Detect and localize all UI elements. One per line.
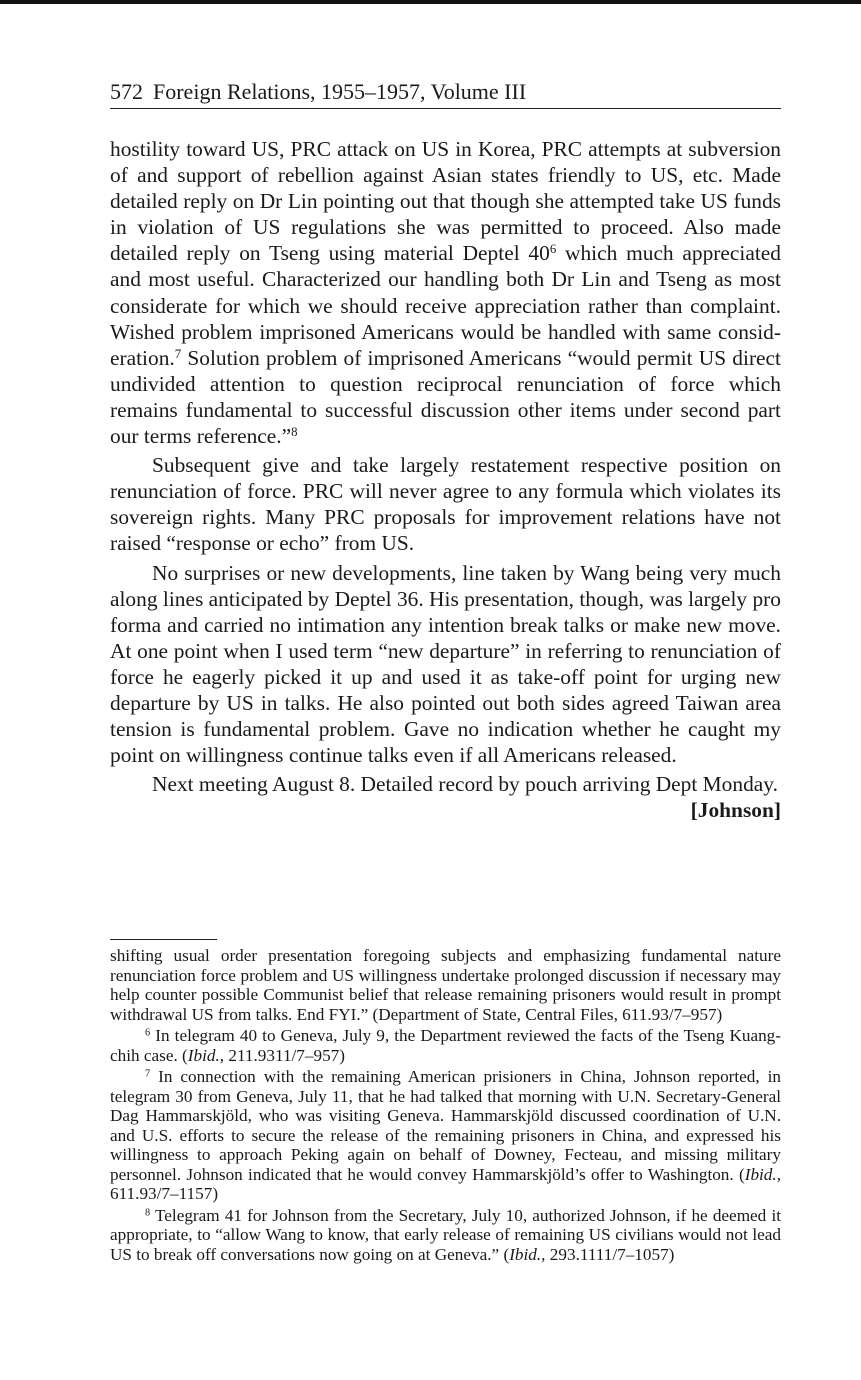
- running-head: [110, 78, 781, 109]
- footnote-8-number: 8: [145, 1206, 151, 1218]
- volume-title: Foreign Relations, 1955–1957, Volume III: [153, 79, 527, 104]
- paragraph-4: Next meeting August 8. Detailed record by pouch arriving Dept Monday.: [152, 772, 778, 797]
- footnote-8-text-a: Telegram 41 for Johnson from the Secretary, July 10, authorized Johnson, if he deemed it appropriate, to “allow Wang to know, that early release of remaining US civilians would not lead US to break off conversations now going on at Geneva.” (: [110, 1205, 781, 1264]
- paragraph-2: Subsequent give and take largely restatement respective position on renunciation of force. PRC will never agree to any formula which violates its sovereign rights. Many PRC proposals for improvement relations have not raised “response or echo” from US.: [110, 453, 781, 556]
- footnotes: [110, 946, 781, 1264]
- footnote-6-text-a: In telegram 40 to Geneva, July 9, the Department reviewed the facts of the Tseng Kuang-chih case. (: [110, 1026, 781, 1065]
- paragraph-1-part-a: hostility toward US, PRC attack on US in Korea, PRC attempts at subversion of and support of rebellion against Asian states friendly to US, etc. Made detailed reply on Dr Lin pointing out that though she attempted take US funds in violation of US regulations she was permitted to proceed. Also made detailed reply on Tseng using material Deptel 40: [110, 137, 781, 266]
- footnote-6-ibid: Ibid.,: [187, 1045, 225, 1065]
- paragraph-3: No surprises or new developments, line taken by Wang being very much along lines anticipated by Deptel 36. His presentation, though, was largely pro forma and carried no intimation any intention break talks or make new move. At one point when I used term “new departure” in referring to renunciation of force he eagerly picked it up and used it as take-off point for urging new departure by US in talks. He also pointed out both sides agreed Taiwan area tension is fundamental problem. Gave no indication whether he caught my point on willingness continue talks even if all Americans released.: [110, 560, 781, 768]
- footnote-6-text-b: 211.9311/7–957): [224, 1045, 346, 1065]
- paragraph-1: [110, 136, 781, 449]
- footnote-7-ibid: Ibid.,: [744, 1164, 781, 1184]
- main-text: [110, 136, 781, 823]
- footnote-7-number: 7: [145, 1068, 151, 1080]
- footnote-ref-6[interactable]: 6: [549, 242, 557, 257]
- footnote-8: [110, 1206, 781, 1265]
- footnote-6: [110, 1026, 781, 1065]
- signature: [Johnson]: [690, 798, 781, 823]
- page-top-edge: [0, 0, 861, 4]
- footnote-ref-8[interactable]: 8: [291, 424, 298, 439]
- footnote-8-ibid: Ibid.,: [509, 1244, 546, 1264]
- footnote-ref-7[interactable]: 7: [174, 346, 182, 361]
- footnote-6-number: 6: [145, 1027, 151, 1039]
- footnote-8-text-b: 293.1111/7–1057): [545, 1244, 675, 1264]
- footnote-7-text-a: In connection with the remaining American prisioners in China, Johnson reported, in telegram 30 from Geneva, July 11, that he had talked that morning with U.N. Secretary-General Dag Hammarskjöld, who was visiting Geneva. Hammarskjöld discussed coordination of U.N. and U.S. efforts to secure the release of the remaining prisoners in China, and expressed his willingness to approach Peking again on behalf of Downey, Fecteau, and missing military personnel. Johnson indicated that he would convey Hammarskjöld’s offer to Washington. (: [110, 1067, 781, 1184]
- paragraph-1-part-c: Solution problem of imprisoned Americans “would permit US direct undivided attention to question reciprocal renunciation of force which remains fundamental to successful discussion other items under second part our terms reference.”: [110, 345, 781, 449]
- footnote-continued: shifting usual order presentation foregoing subjects and emphasizing fundamental nature renunciation force problem and US willingness undertake prolonged discussion if necessary may help counter possible Communist belief that release remaining prisoners would result in prompt withdrawal US from talks. End FYI.” (Department of State, Central Files, 611.93/7–957): [110, 946, 781, 1024]
- page-number: 572: [110, 79, 143, 104]
- footnote-7-text-b: 611.93/7–1157): [110, 1184, 219, 1203]
- footnote-7: [110, 1067, 781, 1204]
- footnote-divider: [110, 939, 217, 940]
- paragraph-1-part-b: which much appreciated and most useful. Characterized our handling both Dr Lin and Tseng as most considerate for which we should receive appreciation rather than complaint. Wished problem imprisoned Americans would be handled with same consideration.: [110, 241, 781, 370]
